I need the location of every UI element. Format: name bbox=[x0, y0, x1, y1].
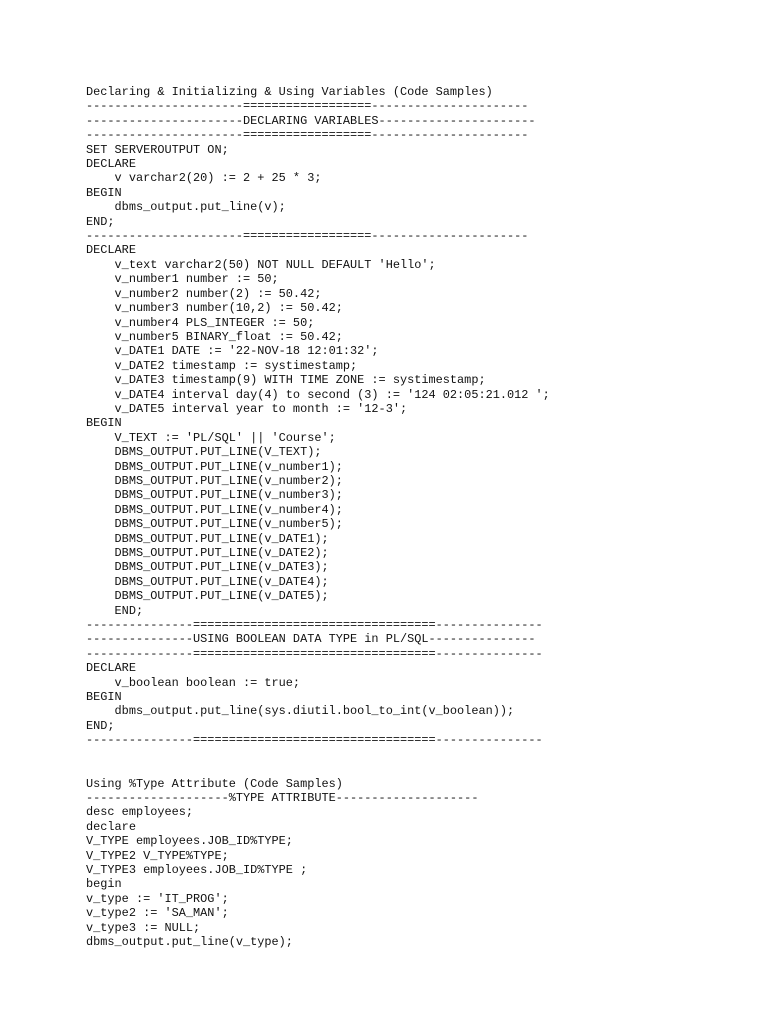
code-line: v_DATE3 timestamp(9) WITH TIME ZONE := systimestamp; bbox=[86, 373, 486, 388]
code-line: SET SERVEROUTPUT ON; bbox=[86, 142, 229, 157]
code-line: V_TYPE employees.JOB_ID%TYPE; bbox=[86, 834, 293, 849]
code-line: v_DATE5 interval year to month := '12-3'; bbox=[86, 401, 408, 416]
code-listing bbox=[86, 85, 550, 949]
code-line: BEGIN bbox=[86, 690, 122, 705]
code-line: BEGIN bbox=[86, 416, 122, 431]
code-line: --------------------%TYPE ATTRIBUTE-------------------- bbox=[86, 790, 479, 805]
code-line: V_TYPE2 V_TYPE%TYPE; bbox=[86, 848, 229, 863]
code-line: DBMS_OUTPUT.PUT_LINE(v_DATE2); bbox=[86, 546, 329, 560]
code-line bbox=[86, 762, 550, 776]
code-line: v_text varchar2(50) NOT NULL DEFAULT 'Hello'; bbox=[86, 257, 436, 272]
code-line: declare bbox=[86, 819, 136, 834]
code-line: ----------------------==================---------------------- bbox=[86, 128, 529, 143]
code-line: END; bbox=[86, 603, 144, 618]
section-heading: Using %Type Attribute (Code Samples) bbox=[86, 776, 343, 791]
code-line: ----------------------==================---------------------- bbox=[86, 99, 529, 114]
code-line: DBMS_OUTPUT.PUT_LINE(v_number3); bbox=[86, 488, 343, 503]
code-line: v_boolean boolean := true; bbox=[86, 675, 301, 690]
code-line: dbms_output.put_line(sys.diutil.bool_to_int(v_boolean)); bbox=[86, 704, 515, 719]
code-line: V_TYPE3 employees.JOB_ID%TYPE ; bbox=[86, 862, 308, 877]
code-line: v_number2 number(2) := 50.42; bbox=[86, 286, 322, 301]
code-line: DBMS_OUTPUT.PUT_LINE(v_DATE3); bbox=[86, 560, 329, 575]
code-line: ----------------------==================---------------------- bbox=[86, 229, 529, 244]
code-line: v_type2 := 'SA_MAN'; bbox=[86, 906, 229, 921]
code-line: v_number3 number(10,2) := 50.42; bbox=[86, 301, 343, 316]
code-line: DBMS_OUTPUT.PUT_LINE(v_DATE5); bbox=[86, 589, 329, 604]
code-line: DBMS_OUTPUT.PUT_LINE(v_DATE1); bbox=[86, 531, 329, 546]
code-line: DBMS_OUTPUT.PUT_LINE(v_number2); bbox=[86, 473, 343, 488]
code-line: v_number1 number := 50; bbox=[86, 272, 279, 287]
code-line: desc employees; bbox=[86, 805, 194, 820]
code-line: v_type := 'IT_PROG'; bbox=[86, 891, 229, 906]
code-line: v_number5 BINARY_float := 50.42; bbox=[86, 329, 343, 344]
code-line: BEGIN bbox=[86, 185, 122, 200]
code-line: V_TEXT := 'PL/SQL' || 'Course'; bbox=[86, 430, 336, 445]
code-line: DECLARE bbox=[86, 661, 136, 676]
code-line: END; bbox=[86, 718, 115, 733]
code-line: DBMS_OUTPUT.PUT_LINE(v_number1); bbox=[86, 459, 343, 474]
code-line: DBMS_OUTPUT.PUT_LINE(v_number5); bbox=[86, 517, 343, 532]
code-line: DBMS_OUTPUT.PUT_LINE(v_DATE4); bbox=[86, 574, 329, 589]
code-line: ----------------------DECLARING VARIABLES---------------------- bbox=[86, 113, 536, 128]
code-line: END; bbox=[86, 214, 115, 229]
section-heading: Declaring & Initializing & Using Variables (Code Samples) bbox=[86, 85, 493, 99]
code-line: v_DATE4 interval day(4) to second (3) := '124 02:05:21.012 '; bbox=[86, 387, 550, 402]
code-line: dbms_output.put_line(v_type); bbox=[86, 934, 293, 949]
code-line: DECLARE bbox=[86, 157, 136, 172]
code-line: ---------------==================================--------------- bbox=[86, 733, 543, 748]
code-line: DBMS_OUTPUT.PUT_LINE(v_number4); bbox=[86, 502, 343, 517]
code-line: ---------------USING BOOLEAN DATA TYPE in PL/SQL--------------- bbox=[86, 632, 536, 647]
code-line: v varchar2(20) := 2 + 25 * 3; bbox=[86, 171, 322, 186]
code-line bbox=[86, 748, 550, 762]
code-line: DBMS_OUTPUT.PUT_LINE(V_TEXT); bbox=[86, 445, 322, 460]
code-line: v_type3 := NULL; bbox=[86, 920, 201, 935]
code-line: v_number4 PLS_INTEGER := 50; bbox=[86, 315, 315, 330]
code-line: v_DATE2 timestamp := systimestamp; bbox=[86, 358, 358, 373]
code-line: begin bbox=[86, 877, 122, 892]
code-line: DECLARE bbox=[86, 243, 136, 258]
code-line: ---------------==================================--------------- bbox=[86, 646, 543, 661]
code-line: v_DATE1 DATE := '22-NOV-18 12:01:32'; bbox=[86, 344, 379, 359]
code-line: ---------------==================================--------------- bbox=[86, 618, 543, 633]
code-line: dbms_output.put_line(v); bbox=[86, 200, 286, 215]
